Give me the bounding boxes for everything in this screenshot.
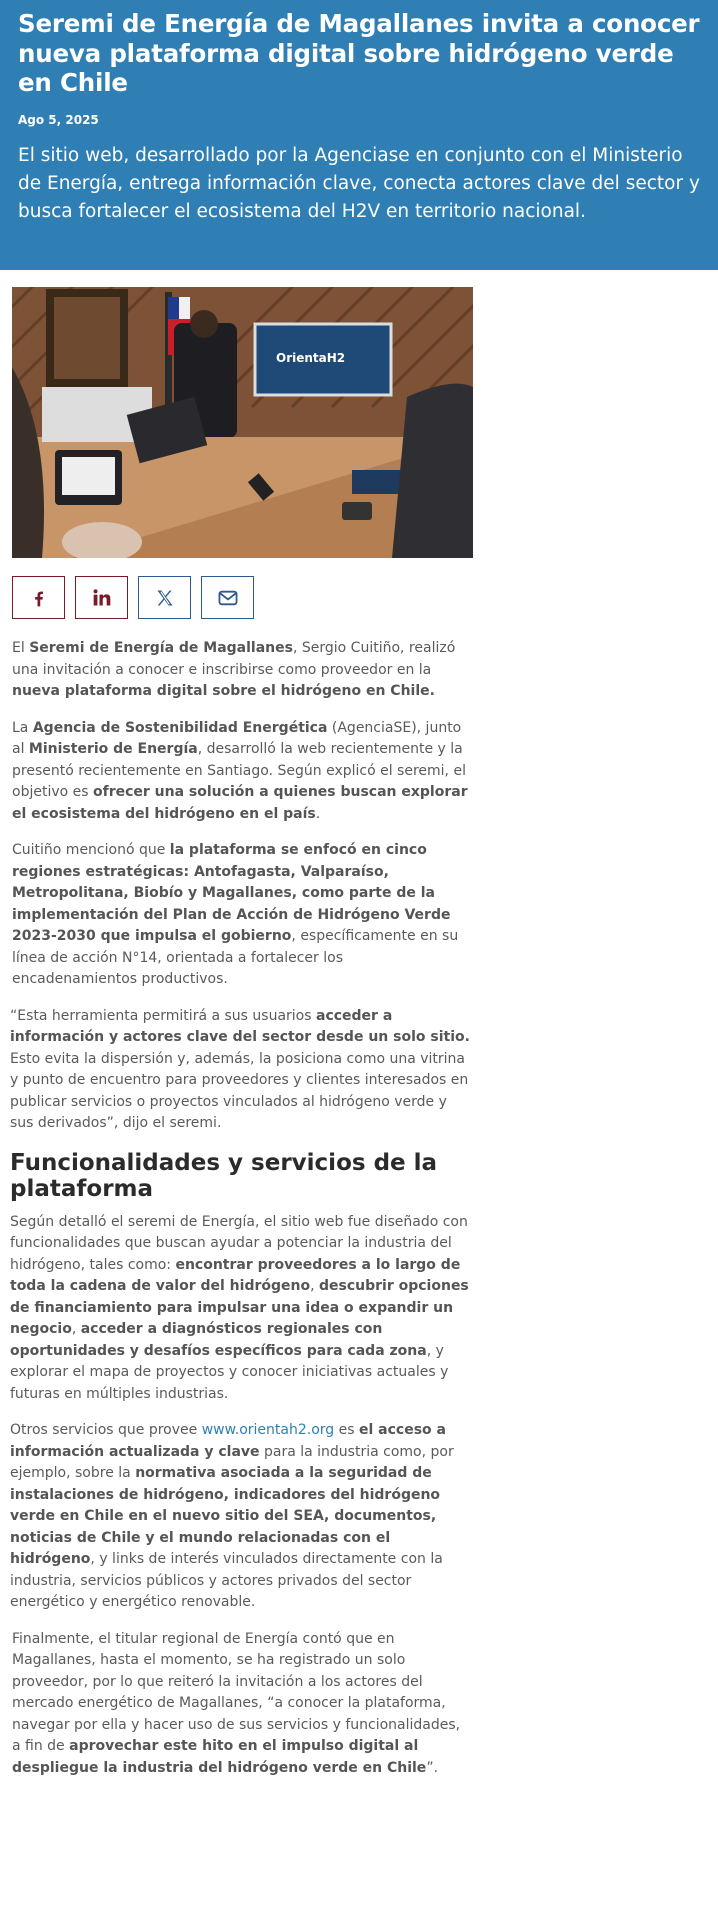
text: , [71, 1321, 81, 1337]
article-lead: El sitio web, desarrollado por la Agenciase en conjunto con el Ministerio de Energía, entrega información clave, conecta actores clave del sector y busca fortalecer el ecosistema del H2V en territorio nacional. [18, 144, 700, 222]
orientah2-link[interactable]: www.orientah2.org [201, 1422, 335, 1438]
bold-text: ofrecer una solución a quienes buscan explorar el ecosistema del hidrógeno en el país [12, 784, 468, 822]
text: Esto evita la dispersión y, además, la posiciona como una vitrina y punto de encuentro para proveedores y clientes interesados en publicar servicios o proyectos vinculados al hidrógeno verde y sus derivados”, dijo el seremi. [10, 1050, 469, 1131]
article-body [12, 638, 472, 1794]
bold-text: encontrar proveedores a lo largo de toda la cadena de valor del hidrógeno [10, 1256, 461, 1294]
text: La [12, 719, 33, 736]
text: , [310, 1278, 319, 1294]
bold-text: nueva plataforma digital sobre el hidrógeno en Chile. [12, 683, 435, 699]
text: , y explorar el mapa de proyectos y conocer iniciativas actuales y futuras en múltiples industrias. [10, 1342, 449, 1402]
paragraph-3 [12, 840, 472, 991]
bold-text: acceder a información y actores clave del sector desde un solo sitio. [10, 1007, 470, 1045]
bold-text: Agencia de Sostenibilidad Energética [32, 719, 328, 736]
article-photo [12, 287, 473, 558]
article-title: Seremi de Energía de Magallanes invita a conocer nueva plataforma digital sobre hidrógeno verde en Chile [18, 9, 700, 97]
text: . [315, 805, 321, 822]
section-heading: Funcionalidades y servicios de la plataforma [10, 1149, 438, 1202]
bold-text: Seremi de Energía de Magallanes [29, 640, 293, 656]
facebook-icon [29, 588, 49, 608]
text: El [12, 640, 30, 656]
share-bar [12, 576, 254, 619]
paragraph-7 [12, 1629, 472, 1780]
x-icon [155, 588, 175, 608]
paragraph-2 [12, 718, 472, 826]
share-linkedin-button[interactable] [75, 576, 128, 619]
text: Según detalló el seremi de Energía, el sitio web fue diseñado con funcionalidades que buscan ayudar a potenciar la industria del hidrógeno, tales como: [10, 1213, 468, 1273]
share-x-button[interactable] [138, 576, 191, 619]
bold-text: normativa asociada a la seguridad de instalaciones de hidrógeno, indicadores del hidrógeno verde en Chile en el nuevo sitio del SEA, documentos, noticias de Chile y el mundo relacionadas con el hidrógeno [10, 1465, 441, 1567]
share-facebook-button[interactable] [12, 576, 65, 619]
bold-text: acceder a diagnósticos regionales con oportunidades y desafíos específicos para cada zona [10, 1321, 427, 1359]
text: , y links de interés vinculados directamente con la industria, servicios públicos y actores privados del sector energético y energético renovable. [10, 1551, 443, 1610]
bold-text: descubrir opciones de financiamiento para impulsar una idea o expandir un negocio [10, 1278, 469, 1337]
paragraph-1 [12, 638, 472, 703]
email-icon [217, 589, 239, 607]
bold-text: aprovechar este hito en el impulso digital al despliegue la industria del hidrógeno verde en Chile [12, 1738, 427, 1776]
text: (AgenciaSE), junto al [12, 719, 462, 757]
text: Cuitiño mencionó que [12, 842, 170, 858]
share-email-button[interactable] [201, 576, 254, 619]
text: Otros servicios que provee [10, 1422, 202, 1438]
bold-text: la plataforma se enfocó en cinco regiones estratégicas: Antofagasta, Valparaíso, Metropolitana, Biobío y Magallanes, como parte de la implementación del Plan de Acción de Hidrógeno Verde 2023-2030 que impulsa el gobierno [12, 842, 451, 944]
paragraph-6 [10, 1420, 472, 1614]
article-header [0, 0, 718, 270]
text: Finalmente, el titular regional de Energía contó que en Magallanes, hasta el momento, se ha registrado un solo proveedor, por lo que reiteró la invitación a los actores del mercado energético de Magallanes, “a conocer la plataforma, navegar por ella y hacer uso de sus servicios y funcionalidades, a fin de [12, 1630, 461, 1754]
bold-text: Ministerio de Energía [28, 741, 198, 757]
text: ”. [426, 1759, 439, 1776]
text: para la industria como, por ejemplo, sobre la [10, 1443, 454, 1481]
text: es [334, 1422, 359, 1438]
paragraph-4 [10, 1006, 472, 1135]
linkedin-icon [91, 588, 113, 608]
text: “Esta herramienta permitirá a sus usuarios [10, 1007, 316, 1024]
text: , específicamente en su línea de acción N°14, orientada a fortalecer los encadenamientos productivos. [12, 928, 459, 987]
paragraph-5 [10, 1212, 472, 1406]
screen-logo: OrientaH2 [276, 351, 346, 365]
article-date: Ago 5, 2025 [18, 112, 99, 127]
text: , desarrolló la web recientemente y la presentó recientemente en Santiago. Según explicó el seremi, el objetivo es [12, 741, 466, 800]
bold-text: el acceso a información actualizada y clave [10, 1422, 446, 1460]
text: , Sergio Cuitiño, realizó una invitación a conocer e inscribirse como proveedor en la [12, 640, 456, 678]
